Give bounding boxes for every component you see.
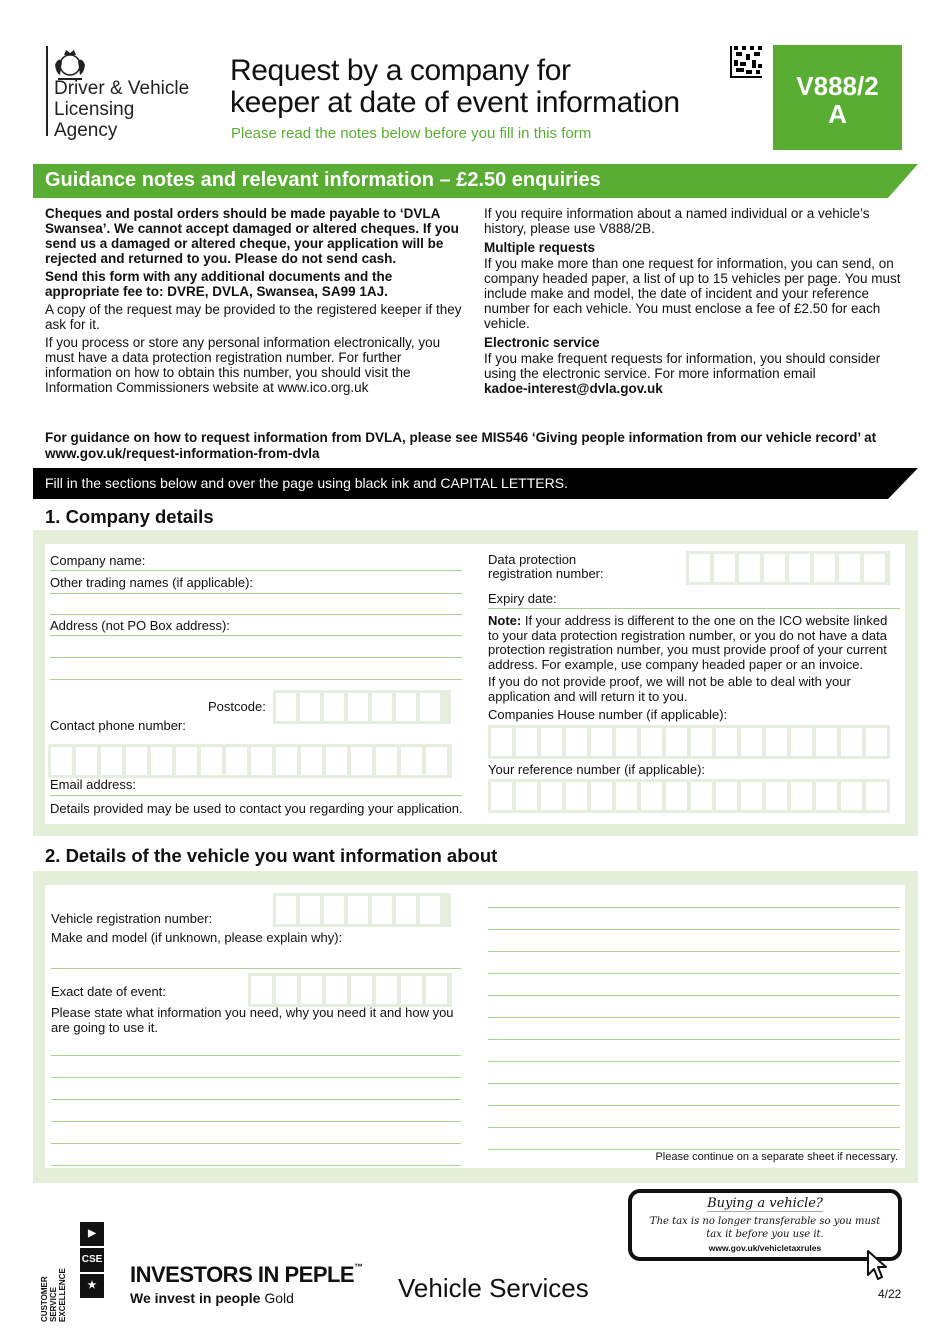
copy-note: A copy of the request may be provided to the registered keeper if they ask for it. [45,302,462,332]
contact-email-link[interactable]: kadoe-interest@dvla.gov.uk [484,381,663,396]
companies-house-label: Companies House number (if applicable): [488,707,728,722]
reason-right-line-3[interactable] [488,951,900,952]
postcode-label: Postcode: [208,699,266,714]
multiple-requests-text: If you make more than one request for information, you can send, on company headed paper, a list of up to 15 vehicles per page. You must include make and model, the date of incident and your reference number for each vehicle. You must enclose a fee of £2.50 for each vehicle. [484,256,901,331]
mis546-guidance: For guidance on how to request information from DVLA, please see MIS546 ‘Giving people information from our vehicle record’ at www.gov.uk/request-information-from-dvla [45,430,877,461]
multiple-requests-heading: Multiple requests [484,240,596,255]
phone-input[interactable] [48,744,452,778]
reason-right-line-5[interactable] [488,995,900,996]
reason-line-2[interactable] [51,1077,461,1078]
email-field[interactable] [50,795,462,796]
reason-label: Please state what information you need, why you need it and how you are going to use it. [51,1005,454,1035]
form-version: 4/22 [878,1287,902,1301]
address-field-2[interactable] [50,657,462,658]
reason-right-line-8[interactable] [488,1061,900,1062]
reason-line-4[interactable] [51,1121,461,1122]
reason-right-line-10[interactable] [488,1105,900,1106]
page-subtitle: Please read the notes below before you fill in this form [231,125,592,142]
vrn-label: Vehicle registration number: [51,911,213,926]
reason-right-line-6[interactable] [488,1017,900,1018]
date-label: Exact date of event: [51,984,166,999]
electronic-service-heading: Electronic service [484,335,600,350]
named-individual-note: If you require information about a named individual or a vehicle’s history, please use V888/2B. [484,206,870,236]
reason-right-line-4[interactable] [488,973,900,974]
reference-input[interactable] [488,779,890,813]
payment-note: Cheques and postal orders should be made payable to ‘DVLA Swansea’. We cannot accept damaged or altered cheques. If you send us a damaged or altered cheque, your application will be rejected and returned to you. Please do not send cash. [45,206,459,266]
expiry-label: Expiry date: [488,591,557,606]
reason-right-line-9[interactable] [488,1083,900,1084]
other-names-field-2[interactable] [50,614,462,615]
form-number-badge: V888/2 A [773,45,902,150]
guidance-heading: Guidance notes and relevant information – £2.50 enquiries [33,164,918,198]
address-field-1[interactable] [50,635,462,636]
buy-text: The tax is no longer transferable so you must tax it before you use it. [649,1216,881,1240]
address-proof-note: Note: If your address is different to the one on the ICO website linked to your data protection registration number, or you do not have a data protection registration number, you must provide proof of your current address. For example, use company headed paper or an invoice. If you do not provide proof, we will not be able to deal with your application and will return it to you. [488,613,888,704]
vehicle-tax-link[interactable]: www.gov.uk/vehicletaxrules [708,1243,822,1253]
reference-label: Your reference number (if applicable): [488,762,706,777]
section2-title: 2. Details of the vehicle you want information about [45,845,498,866]
page-title: Request by a company for keeper at date of event information [230,54,680,119]
play-icon: ▶ [80,1222,104,1246]
agency-name: Driver & Vehicle Licensing Agency [54,78,190,141]
make-model-field[interactable] [51,968,461,969]
guidance-left-column [45,206,463,398]
investors-in-people-logo: INVESTORS IN PEPLE™ We invest in people Gold [130,1262,363,1306]
reason-line-1[interactable] [51,1055,461,1056]
company-name-field[interactable] [50,570,462,571]
company-name-label: Company name: [50,553,146,568]
other-names-label: Other trading names (if applicable): [50,575,254,590]
phone-label: Contact phone number: [50,718,186,733]
other-names-field[interactable] [50,593,462,594]
reason-right-line-11[interactable] [488,1127,900,1128]
reason-right-line-2[interactable] [488,929,900,930]
guidance-right-column [484,206,904,399]
address-label: Address (not PO Box address): [50,618,230,633]
make-model-label: Make and model (if unknown, please explain why): [51,930,343,945]
contact-note: Details provided may be used to contact you regarding your application. [50,801,463,816]
reason-line-5[interactable] [51,1143,461,1144]
instruction-bar: Fill in the sections below and over the page using black ink and CAPITAL LETTERS. [33,468,918,499]
iip-mark: PLE [312,1262,355,1287]
bar-corner [888,468,918,499]
reason-right-line-12[interactable] [488,1149,900,1150]
logo-divider [46,46,48,136]
dp-reg-input[interactable] [686,551,890,585]
data-protection-note: If you process or store any personal information electronically, you must have a data protection registration number. For further information on how to obtain this number, you should visit the Information Commissioners website at www.ico.org.uk [45,335,441,395]
vehicle-services-label: Vehicle Services [398,1273,589,1303]
band-corner [888,164,918,198]
reason-line-6[interactable] [51,1165,461,1166]
postcode-input[interactable] [273,690,451,724]
reason-line-3[interactable] [51,1099,461,1100]
vrn-input[interactable] [273,893,451,927]
send-address-note: Send this form with any additional documents and the appropriate fee to: DVRE, DVLA, Swansea, SA99 1AJ. [45,269,393,299]
section1-title: 1. Company details [45,506,214,527]
email-label: Email address: [50,777,136,792]
continue-note: Please continue on a separate sheet if necessary. [655,1151,898,1163]
buy-title: Buying a vehicle? [707,1196,823,1211]
address-field-3[interactable] [50,679,462,680]
cse-text: CUSTOMER SERVICE EXCELLENCE [40,1268,67,1322]
vehicle-tax-callout [628,1189,902,1261]
cse-badge: CSE [80,1248,104,1272]
reason-right-line-7[interactable] [488,1039,900,1040]
cursor-icon [866,1249,888,1281]
date-input[interactable] [248,973,452,1007]
star-icon: ★ [80,1274,104,1298]
expiry-field[interactable] [488,608,900,609]
dp-reg-label: Data protection registration number: [488,552,604,581]
reason-right-line-1[interactable] [488,907,900,908]
datamatrix-code-icon [730,46,762,78]
electronic-service-text: If you make frequent requests for information, you should consider using the electronic service. For more information email [484,351,881,381]
companies-house-input[interactable] [488,725,890,759]
